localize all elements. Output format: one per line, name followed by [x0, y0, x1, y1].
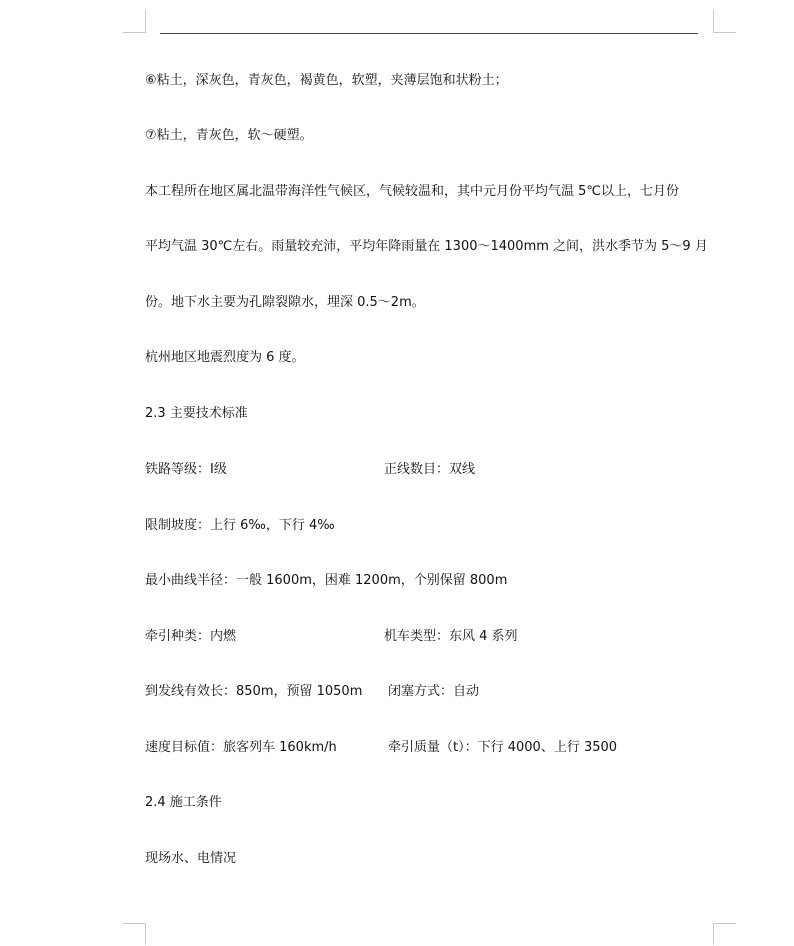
standard-block: 闭塞方式：自动 — [388, 684, 480, 699]
paragraph-line: 本工程所在地区属北温带海洋性气候区，气候较温和，其中元月份平均气温 5℃以上，七月份 — [145, 184, 680, 199]
paragraph-line: 杭州地区地震烈度为 6 度。 — [145, 350, 305, 365]
paragraph-line: ⑥粘土，深灰色，青灰色，褐黄色，软塑，夹薄层饱和状粉土； — [145, 73, 508, 88]
paragraph-line: 平均气温 30℃左右。雨量较充沛，平均年降雨量在 1300～1400mm 之间，洪水季节为 5～9 月 — [145, 239, 708, 254]
crop-mark-top-left — [145, 10, 146, 32]
crop-mark-bottom-right — [713, 923, 714, 945]
standard-mass: 牵引质量（t）：下行 4000、上行 3500 — [388, 740, 618, 755]
standard-speed: 速度目标值：旅客列车 160km/h — [145, 740, 337, 755]
crop-mark-bottom-right — [713, 923, 736, 924]
crop-mark-top-left — [123, 32, 146, 33]
header-rule — [160, 33, 698, 34]
standard-main-lines: 正线数目：双线 — [384, 462, 476, 477]
crop-mark-top-right — [713, 32, 736, 33]
standard-siding-length: 到发线有效长：850m，预留 1050m — [145, 684, 363, 699]
section-heading: 2.3 主要技术标准 — [145, 406, 248, 421]
standard-curve-radius: 最小曲线半径：一般 1600m，困难 1200m，个别保留 800m — [145, 573, 508, 588]
paragraph-line: ⑦粘土，青灰色，软～硬塑。 — [145, 128, 313, 143]
standard-gradient: 限制坡度：上行 6‰，下行 4‰ — [145, 518, 335, 533]
crop-mark-bottom-left — [145, 923, 146, 945]
section-heading: 2.4 施工条件 — [145, 795, 222, 810]
paragraph-line: 现场水、电情况 — [145, 851, 237, 866]
standard-railway-grade: 铁路等级：Ⅰ级 — [145, 462, 227, 477]
standard-traction: 牵引种类：内燃 — [145, 629, 237, 644]
crop-mark-bottom-left — [123, 923, 146, 924]
crop-mark-top-right — [713, 10, 714, 32]
paragraph-line: 份。地下水主要为孔隙裂隙水，埋深 0.5～2m。 — [145, 295, 425, 310]
standard-locomotive: 机车类型：东风 4 系列 — [384, 629, 518, 644]
